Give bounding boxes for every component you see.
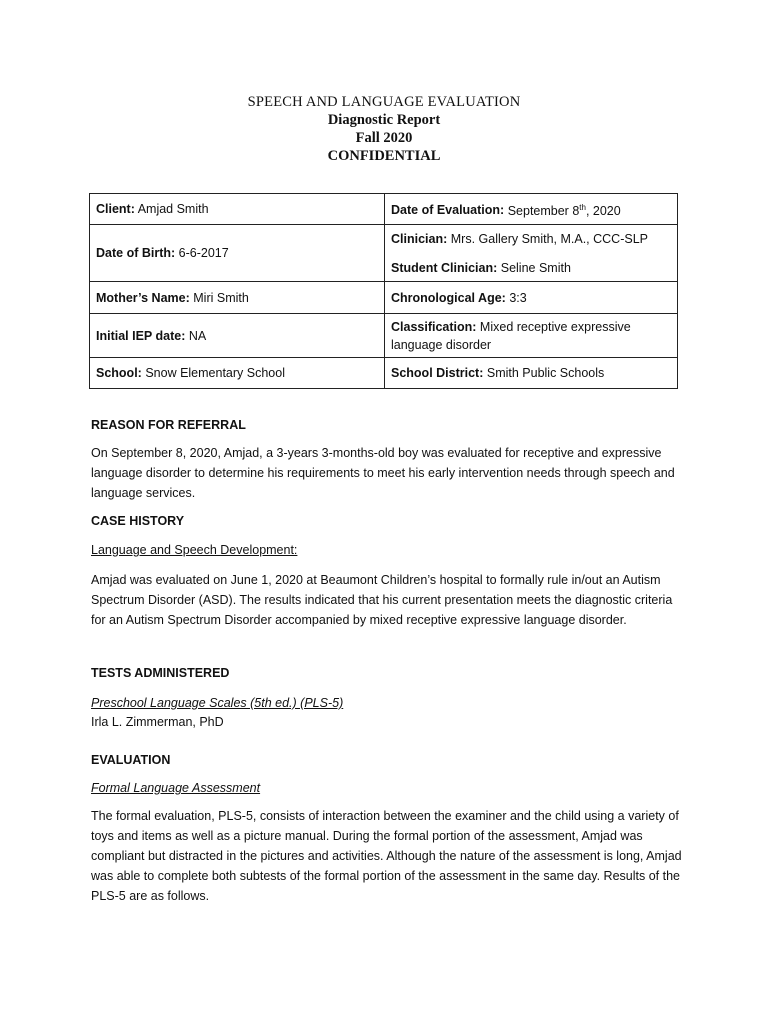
- evaluation-heading: EVALUATION: [91, 753, 171, 767]
- table-row: [90, 314, 678, 358]
- mother-value: Miri Smith: [193, 290, 249, 305]
- language-development-subheading: Language and Speech Development:: [91, 543, 298, 557]
- school-cell: [90, 358, 385, 389]
- school-label: School:: [96, 366, 142, 380]
- report-term: Fall 2020: [355, 130, 413, 146]
- age-value: 3:3: [509, 290, 527, 305]
- mother-label: Mother’s Name:: [96, 290, 190, 305]
- student-clinician-value: Seline Smith: [500, 260, 571, 275]
- age-label: Chronological Age:: [391, 290, 506, 305]
- client-value: Amjad Smith: [137, 202, 209, 216]
- client-label: Client:: [96, 202, 135, 216]
- clinician-cell: [385, 225, 678, 282]
- report-subtitle: Diagnostic Report: [327, 112, 441, 128]
- dob-value: 6-6-2017: [178, 246, 229, 260]
- eval-date-value: September 8th, 2020: [507, 202, 621, 218]
- dob-label: Date of Birth:: [96, 246, 176, 260]
- clinician-value: Mrs. Gallery Smith, M.A., CCC-SLP: [450, 231, 648, 246]
- classification-value: Mixed receptive expressive language disorder: [391, 319, 631, 352]
- table-row: [90, 358, 678, 389]
- district-label: School District:: [391, 366, 484, 380]
- eval-date-label: Date of Evaluation:: [391, 203, 505, 218]
- formal-assessment-paragraph: The formal evaluation, PLS-5, consists of interaction between the examiner and the child using a variety of toys and items as well as a picture manual. During the formal portion of the assessment, Amjad was compliant but distracted in the pictures and activities. Although the nature of the assessment is long, Amjad was able to complete both subtests of the formal portion of the assessment in the same day. Results of the PLS-5 are as follows.: [91, 809, 682, 903]
- case-history-heading: CASE HISTORY: [91, 514, 185, 528]
- formal-assessment-subheading: Formal Language Assessment: [91, 781, 261, 795]
- tests-heading: TESTS ADMINISTERED: [91, 666, 230, 680]
- referral-paragraph: On September 8, 2020, Amjad, a 3-years 3-months-old boy was evaluated for receptive and expressive language disorder to determine his requirements to meet his early intervention needs through speech and language services.: [91, 446, 675, 500]
- classification-label: Classification:: [391, 319, 477, 334]
- client-info-table: [89, 193, 678, 389]
- student-clinician-label: Student Clinician:: [391, 260, 498, 275]
- client-cell: [90, 194, 385, 225]
- table-row: [90, 282, 678, 314]
- iep-cell: [90, 314, 385, 358]
- iep-label: Initial IEP date:: [96, 328, 186, 343]
- eval-date-cell: [385, 194, 678, 225]
- classification-cell: [385, 314, 678, 358]
- dob-cell: [90, 225, 385, 282]
- test-author: Irla L. Zimmerman, PhD: [91, 715, 224, 729]
- referral-heading: REASON FOR REFERRAL: [91, 418, 246, 432]
- clinician-label: Clinician:: [391, 231, 448, 246]
- report-header: [0, 93, 768, 165]
- mother-cell: [90, 282, 385, 314]
- district-cell: [385, 358, 678, 389]
- district-value: Smith Public Schools: [486, 366, 605, 380]
- report-title: SPEECH AND LANGUAGE EVALUATION: [247, 94, 521, 110]
- test-name: Preschool Language Scales (5th ed.) (PLS-5): [91, 696, 344, 710]
- table-row: [90, 194, 678, 225]
- table-row: [90, 225, 678, 282]
- age-cell: [385, 282, 678, 314]
- confidential-label: CONFIDENTIAL: [327, 148, 441, 164]
- school-value: Snow Elementary School: [145, 366, 285, 380]
- language-development-paragraph: Amjad was evaluated on June 1, 2020 at Beaumont Children’s hospital to formally rule in/out an Autism Spectrum Disorder (ASD). The results indicated that his current presentation meets the diagnostic criteria for an Autism Spectrum Disorder accompanied by mixed receptive expressive language disorder.: [91, 573, 673, 627]
- iep-value: NA: [188, 328, 207, 343]
